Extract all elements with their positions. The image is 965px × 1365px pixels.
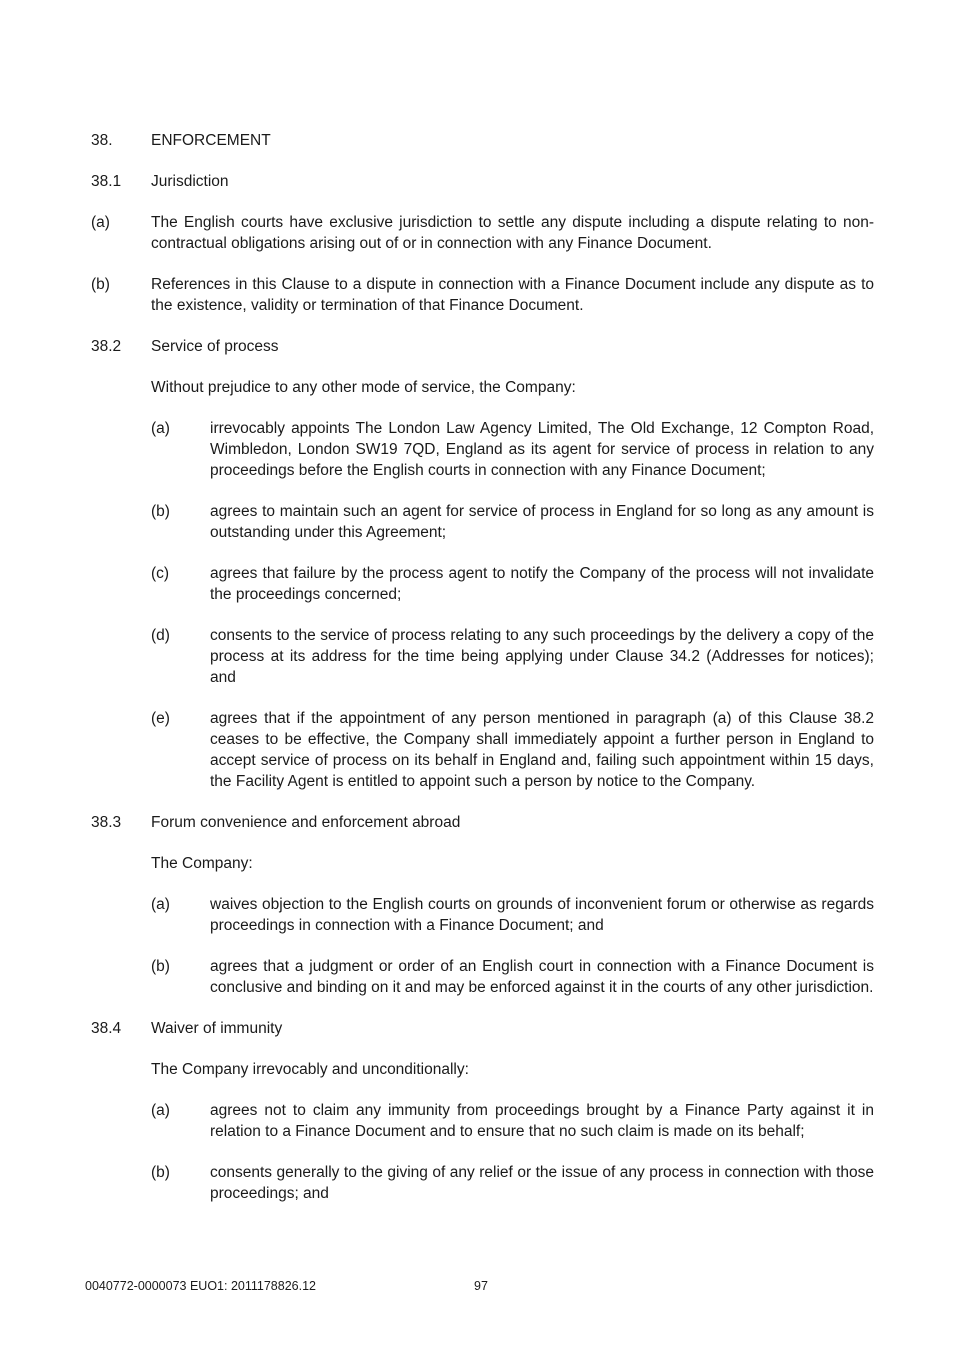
clause-number: 38.3 [91, 814, 122, 831]
list-item-text: agrees that failure by the process agent to notify the Company of the process will not invalidate the proceedings concerned; [210, 565, 874, 603]
list-item [151, 956, 874, 998]
list-item [151, 501, 874, 543]
list-item-text: waives objection to the English courts on grounds of inconvenient forum or otherwise as regards proceedings in connection with a Finance Document; and [210, 896, 874, 934]
subsection-38-4-heading [91, 1018, 874, 1039]
list-item-text: consents to the service of process relating to any such proceedings by the delivery a copy of the process at its address for the time being applying under Clause 34.2 (Addresses for notices); and [210, 627, 874, 686]
intro-paragraph [151, 377, 874, 398]
list-marker: (b) [151, 1164, 170, 1181]
list-item-text: agrees not to claim any immunity from proceedings brought by a Finance Party against it in relation to a Finance Document and to ensure that no such claim is made on its behalf; [210, 1102, 874, 1140]
clause-number: 38.2 [91, 338, 122, 355]
list-item-text: irrevocably appoints The London Law Agency Limited, The Old Exchange, 12 Compton Road, Wimbledon, London SW19 7QD, England as its agent for service of process in relation to any proceedings before the English courts in connection with any Finance Document; [210, 420, 874, 479]
list-item-text: consents generally to the giving of any relief or the issue of any process in connection with those proceedings; and [210, 1164, 874, 1202]
clause-number: 38.1 [91, 173, 122, 190]
list-marker: (e) [151, 710, 170, 727]
subsection-38-2-heading [91, 336, 874, 357]
clause-title: Service of process [151, 338, 279, 355]
list-item-text: agrees that a judgment or order of an English court in connection with a Finance Document is conclusive and binding on it and may be enforced against it in the courts of any other jurisdiction. [210, 958, 874, 996]
list-item [151, 708, 874, 792]
clause-title: ENFORCEMENT [151, 132, 271, 149]
intro-paragraph [151, 853, 874, 874]
list-item [151, 625, 874, 688]
list-item [151, 1162, 874, 1204]
list-marker: (b) [151, 503, 170, 520]
paragraph-text: The Company irrevocably and unconditionally: [151, 1061, 469, 1078]
clause-title: Forum convenience and enforcement abroad [151, 814, 461, 831]
list-item [91, 274, 874, 316]
page-number: 97 [474, 1279, 488, 1293]
clause-number: 38.4 [91, 1020, 122, 1037]
clause-38-heading [91, 130, 874, 151]
list-item [91, 212, 874, 254]
list-marker: (c) [151, 565, 170, 582]
list-marker: (d) [151, 627, 170, 644]
list-item-text: agrees to maintain such an agent for service of process in England for so long as any amount is outstanding under this Agreement; [210, 503, 874, 541]
document-reference: 0040772-0000073 EUO1: 2011178826.12 [85, 1279, 316, 1293]
subsection-38-1-heading [91, 171, 874, 192]
list-item-text: The English courts have exclusive jurisdiction to settle any dispute including a dispute relating to non-contractual obligations arising out of or in connection with any Finance Document. [151, 214, 874, 252]
list-marker: (b) [91, 276, 110, 293]
clause-title: Jurisdiction [151, 173, 229, 190]
list-item [151, 418, 874, 481]
list-item [151, 894, 874, 936]
clause-number: 38. [91, 132, 113, 149]
list-marker: (a) [151, 420, 170, 437]
list-marker: (a) [151, 896, 170, 913]
clause-title: Waiver of immunity [151, 1020, 283, 1037]
paragraph-text: The Company: [151, 855, 253, 872]
list-marker: (a) [91, 214, 110, 231]
list-item [151, 1100, 874, 1142]
list-item [151, 563, 874, 605]
paragraph-text: Without prejudice to any other mode of service, the Company: [151, 379, 576, 396]
list-marker: (b) [151, 958, 170, 975]
subsection-38-3-heading [91, 812, 874, 833]
list-marker: (a) [151, 1102, 170, 1119]
list-item-text: agrees that if the appointment of any person mentioned in paragraph (a) of this Clause 38.2 ceases to be effective, the Company shall immediately appoint a further person in England to accept service of process on its behalf in England and, failing such appointment within 15 days, the Facility Agent is entitled to appoint such a person by notice to the Company. [210, 710, 874, 790]
list-item-text: References in this Clause to a dispute in connection with a Finance Document include any dispute as to the existence, validity or termination of that Finance Document. [151, 276, 874, 314]
intro-paragraph [151, 1059, 874, 1080]
